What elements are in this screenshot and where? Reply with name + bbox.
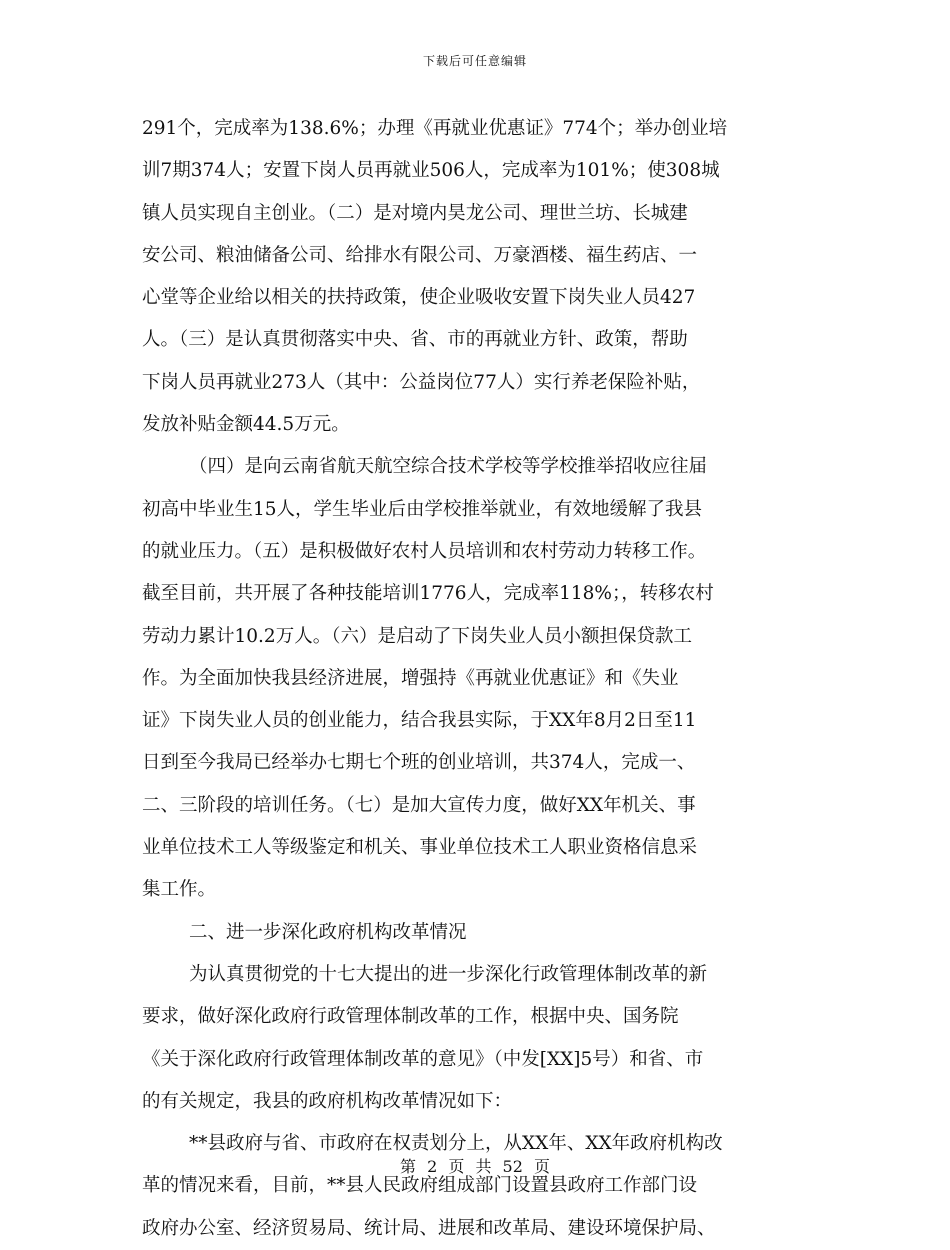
page-footer: 第 2 页 共 52 页: [400, 1157, 550, 1176]
text-line: 安公司、粮油储备公司、给排水有限公司、万豪酒楼、福生药店、一: [142, 244, 698, 266]
text-line: 人。（三）是认真贯彻落实中央、省、市的再就业方针、政策，帮助: [142, 329, 688, 351]
section-heading: 二、进一步深化政府机构改革情况: [189, 921, 467, 943]
text-line: 的有关规定，我县的政府机构改革情况如下：: [142, 1090, 513, 1112]
text-line: 291个，完成率为138.6%；办理《再就业优惠证》774个；举办创业培: [142, 118, 728, 139]
text-line: 二、三阶段的培训任务。（七）是加大宣传力度，做好XX年机关、事: [142, 794, 696, 816]
text-line: 发放补贴金额44.5万元。: [142, 414, 350, 436]
text-line: 要求，做好深化政府行政管理体制改革的工作，根据中央、国务院: [142, 1006, 679, 1028]
text-line: 下岗人员再就业273人（其中：公益岗位77人）实行养老保险补贴，: [142, 371, 701, 393]
text-line: 初高中毕业生15人，学生毕业后由学校推举就业，有效地缓解了我县: [142, 498, 703, 520]
text-line: 心堂等企业给以相关的扶持政策，使企业吸收安置下岗失业人员427: [142, 287, 696, 309]
text-line: 业单位技术工人等级鉴定和机关、事业单位技术工人职业资格信息采: [142, 837, 698, 859]
paragraph-start-line: 为认真贯彻党的十七大提出的进一步深化行政管理体制改革的新: [189, 963, 708, 985]
paragraph-start-line: （四）是向云南省航天航空综合技术学校等学校推举招收应往届: [189, 456, 708, 478]
text-line: 截至目前，共开展了各种技能培训1776人，完成率118%；，转移农村: [142, 583, 714, 605]
text-line: 作。为全面加快我县经济进展，增强持《再就业优惠证》和《失业: [142, 667, 679, 689]
text-line: 日到至今我局已经举办七期七个班的创业培训，共374人，完成一、: [142, 752, 696, 774]
text-line: 训7期374人；安置下岗人员再就业506人，完成率为101%；使308城: [142, 160, 720, 182]
text-line: 革的情况来看，目前，**县人民政府组成部门设置县政府工作部门设: [142, 1175, 698, 1197]
text-line: 政府办公室、经济贸易局、统计局、进展和改革局、建设环境保护局、: [142, 1217, 716, 1239]
text-line: 劳动力累计10.2万人。（六）是启动了下岗失业人员小额担保贷款工: [142, 625, 692, 647]
document-body: [142, 108, 810, 1250]
text-line: 《关于深化政府行政管理体制改革的意见》（中发[XX]5号）和省、市: [142, 1048, 704, 1070]
text-line: 证》下岗失业人员的创业能力，结合我县实际，于XX年8月2日至11: [142, 710, 697, 732]
text-line: 的就业压力。（五）是积极做好农村人员培训和农村劳动力转移工作。: [142, 540, 707, 562]
page-header: 下载后可任意编辑: [422, 54, 527, 68]
paragraph-start-line: **县政府与省、市政府在权责划分上，从XX年、XX年政府机构改: [189, 1133, 723, 1155]
text-line: 镇人员实现自主创业。（二）是对境内昊龙公司、理世兰坊、长城建: [142, 202, 688, 224]
text-line: 集工作。: [142, 879, 217, 901]
